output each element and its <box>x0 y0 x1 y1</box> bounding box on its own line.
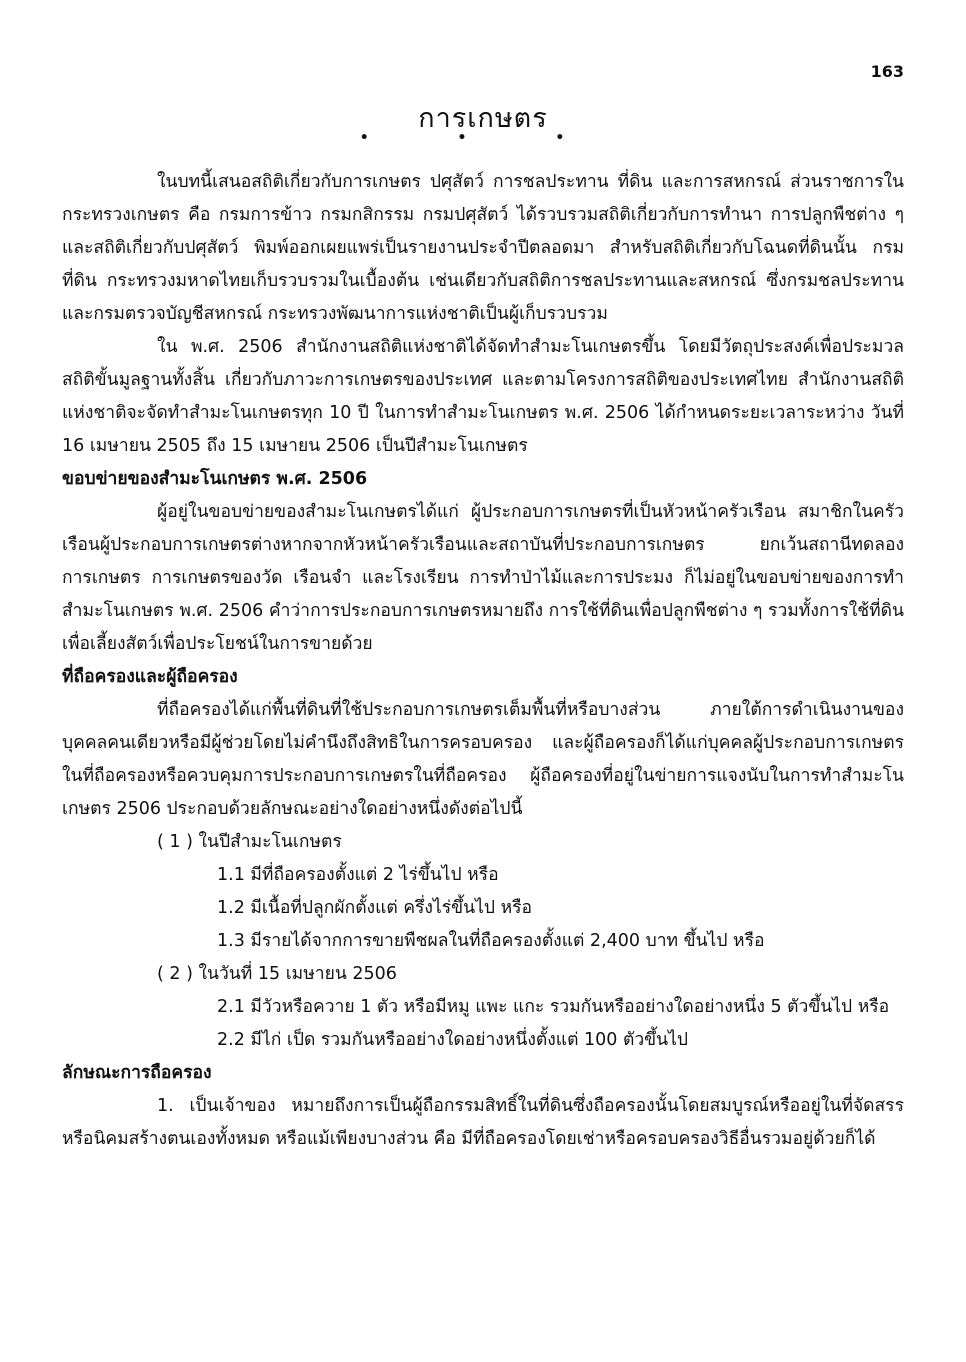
list-item-criterion-1: ( 1 ) ในปีสำมะโนเกษตร <box>157 832 342 852</box>
paragraph-tenure: 1. เป็นเจ้าของ หมายถึงการเป็นผู้ถือกรรมสิทธิ์ในที่ดินซึ่งถือครองนั้นโดยสมบูรณ์หรืออยู่ในที่จัดสรรหรือนิคมสร้างตนเองทั้งหมด หรือแม้เพียงบางส่วน คือ มีที่ถือครองโดยเช่าหรือครอบครองวิธีอื่นรวมอยู่ด้วยก็ได้ <box>62 1096 904 1149</box>
page-title: การเกษตร <box>418 103 548 134</box>
list-item-criterion-2-2: 2.2 มีไก่ เป็ด รวมกันหรืออย่างใดอย่างหนึ่งตั้งแต่ 100 ตัวขึ้นไป <box>217 1030 689 1050</box>
title-separator: • • • <box>359 130 607 146</box>
paragraph-intro: ในบทนี้เสนอสถิติเกี่ยวกับการเกษตร ปศุสัตว์ การชลประทาน ที่ดิน และการสหกรณ์ ส่วนราชการในกระทรวงเกษตร คือ กรมการข้าว กรมกสิกรรม กรมปศุสัตว์ ได้รวบรวมสถิติเกี่ยวกับการทำนา การปลูกพืชต่าง ๆ และสถิติเกี่ยวกับปศุสัตว์ พิมพ์ออกเผยแพร่เป็นรายงานประจำปีตลอดมา สำหรับสถิติเกี่ยวกับโฉนดที่ดินนั้น กรมที่ดิน กระทรวงมหาดไทยเก็บรวบรวมในเบื้องต้น เช่นเดียวกับสถิติการชลประทานและสหกรณ์ ซึ่งกรมชลประทานและกรมตรวจบัญชีสหกรณ์ กระทรวงพัฒนาการแห่งชาติเป็นผู้เก็บรวบรวม <box>62 172 904 324</box>
page-number: 163 <box>870 62 904 81</box>
section-heading-tenure: ลักษณะการถือครอง <box>62 1063 212 1083</box>
paragraph-holding: ที่ถือครองได้แก่พื้นที่ดินที่ใช้ประกอบการเกษตรเต็มพื้นที่หรือบางส่วน ภายใต้การดำเนินงานของบุคคลคนเดียวหรือมีผู้ช่วยโดยไม่คำนึงถึงสิทธิในการครอบครอง และผู้ถือครองก็ได้แก่บุคคลผู้ประกอบการเกษตรในที่ถือครองหรือควบคุมการประกอบการเกษตรในที่ถือครอง ผู้ถือครองที่อยู่ในข่ายการแจงนับในการทำสำมะโนเกษตร 2506 ประกอบด้วยลักษณะอย่างใดอย่างหนึ่งดังต่อไปนี้ <box>62 700 904 819</box>
body-text <box>62 166 904 1156</box>
list-item-criterion-2: ( 2 ) ในวันที่ 15 เมษายน 2506 <box>157 964 397 984</box>
list-item-criterion-2-1: 2.1 มีวัวหรือควาย 1 ตัว หรือมีหมู แพะ แกะ รวมกันหรืออย่างใดอย่างหนึ่ง 5 ตัวขึ้นไป หรือ <box>217 997 890 1017</box>
paragraph-scope: ผู้อยู่ในขอบข่ายของสำมะโนเกษตรได้แก่ ผู้ประกอบการเกษตรที่เป็นหัวหน้าครัวเรือน สมาชิกในครัวเรือนผู้ประกอบการเกษตรต่างหากจากหัวหน้าครัวเรือนและสถาบันที่ประกอบการเกษตร ยกเว้นสถานีทดลองการเกษตร การเกษตรของวัด เรือนจำ และโรงเรียน การทำป่าไม้และการประมง ก็ไม่อยู่ในขอบข่ายของการทำสำมะโนเกษตร พ.ศ. 2506 คำว่าการประกอบการเกษตรหมายถึง การใช้ที่ดินเพื่อปลูกพืชต่าง ๆ รวมทั้งการใช้ที่ดินเพื่อเลี้ยงสัตว์เพื่อประโยชน์ในการขายด้วย <box>62 502 904 654</box>
list-item-criterion-1-1: 1.1 มีที่ถือครองตั้งแต่ 2 ไร่ขึ้นไป หรือ <box>217 865 499 885</box>
list-item-criterion-1-3: 1.3 มีรายได้จากการขายพืชผลในที่ถือครองตั้งแต่ 2,400 บาท ขึ้นไป หรือ <box>217 931 765 951</box>
paragraph-census: ใน พ.ศ. 2506 สำนักงานสถิติแห่งชาติได้จัดทำสำมะโนเกษตรขึ้น โดยมีวัตถุประสงค์เพื่อประมวลสถิติขั้นมูลฐานทั้งสิ้น เกี่ยวกับภาวะการเกษตรของประเทศ และตามโครงการสถิติของประเทศไทย สำนักงานสถิติแห่งชาติจะจัดทำสำมะโนเกษตรทุก 10 ปี ในการทำสำมะโนเกษตร พ.ศ. 2506 ได้กำหนดระยะเวลาระหว่าง วันที่ 16 เมษายน 2505 ถึง 15 เมษายน 2506 เป็นปีสำมะโนเกษตร <box>62 337 904 456</box>
section-heading-scope: ขอบข่ายของสำมะโนเกษตร พ.ศ. 2506 <box>62 469 368 489</box>
section-heading-holding: ที่ถือครองและผู้ถือครอง <box>62 667 238 687</box>
list-item-criterion-1-2: 1.2 มีเนื้อที่ปลูกผักตั้งแต่ ครึ่งไร่ขึ้นไป หรือ <box>217 898 533 918</box>
